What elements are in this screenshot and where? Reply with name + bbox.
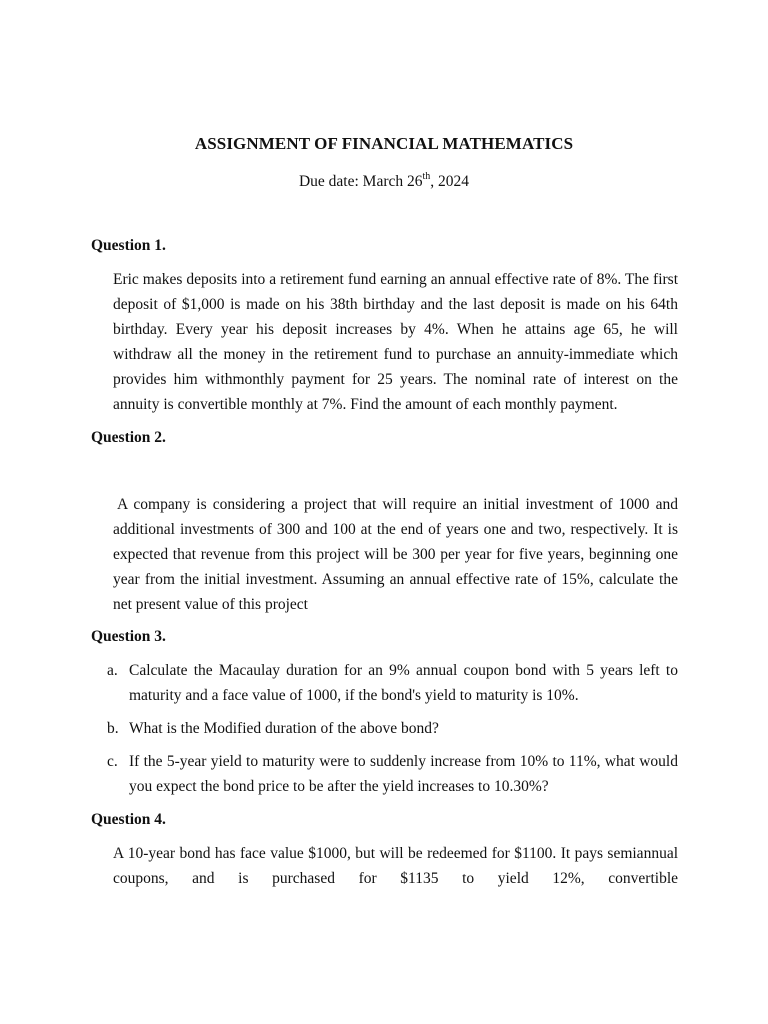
question-3-heading: Question 3.: [91, 628, 166, 645]
question-4-body: A 10-year bond has face value $1000, but will be redeemed for $1100. It pays semiannual coupons, and is purchased for $1135 to yield 12%, convertible: [113, 845, 678, 887]
document-title: ASSIGNMENT OF FINANCIAL MATHEMATICS: [194, 134, 574, 153]
due-date-year: , 2024: [430, 173, 470, 190]
question-1-heading: Question 1.: [91, 237, 166, 254]
question-3-item-text: If the 5-year yield to maturity were to suddenly increase from 10% to 11%, what would you expect the bond price to be after the yield increases to 10.30%?: [129, 753, 678, 795]
question-3-item-text: Calculate the Macaulay duration for an 9% annual coupon bond with 5 years left to maturity and a face value of 1000, if the bond's yield to maturity is 10%.: [129, 662, 678, 704]
question-4-heading: Question 4.: [91, 811, 166, 828]
due-date-text: Due date: March 26: [298, 173, 423, 190]
list-marker: a.: [107, 662, 118, 679]
list-marker: b.: [107, 720, 119, 737]
list-marker: c.: [107, 753, 118, 770]
question-2-heading: Question 2.: [91, 429, 166, 446]
due-date-ordinal: th: [422, 170, 431, 182]
question-3-item-c: [107, 749, 678, 799]
question-3-item-text: What is the Modified duration of the above bond?: [129, 720, 439, 737]
question-3-item-a: [107, 658, 678, 708]
question-1-body: Eric makes deposits into a retirement fund earning an annual effective rate of 8%. The first deposit of $1,000 is made on his 38th birthday and the last deposit is made on his 64th birthday. Every year his deposit increases by 4%. When he attains age 65, he will withdraw all the money in the retirement fund to purchase an annuity-immediate which provides him withmonthly payment for 25 years. The nominal rate of interest on the annuity is convertible monthly at 7%. Find the amount of each monthly payment.: [113, 271, 678, 413]
question-3-item-b: [107, 716, 678, 741]
due-date: [0, 172, 768, 192]
question-2-body: A company is considering a project that will require an initial investment of 1000 and additional investments of 300 and 100 at the end of years one and two, respectively. It is expected that revenue from this project will be 300 per year for five years, beginning one year from the initial investment. Assuming an annual effective rate of 15%, calculate the net present value of this project: [113, 496, 678, 613]
